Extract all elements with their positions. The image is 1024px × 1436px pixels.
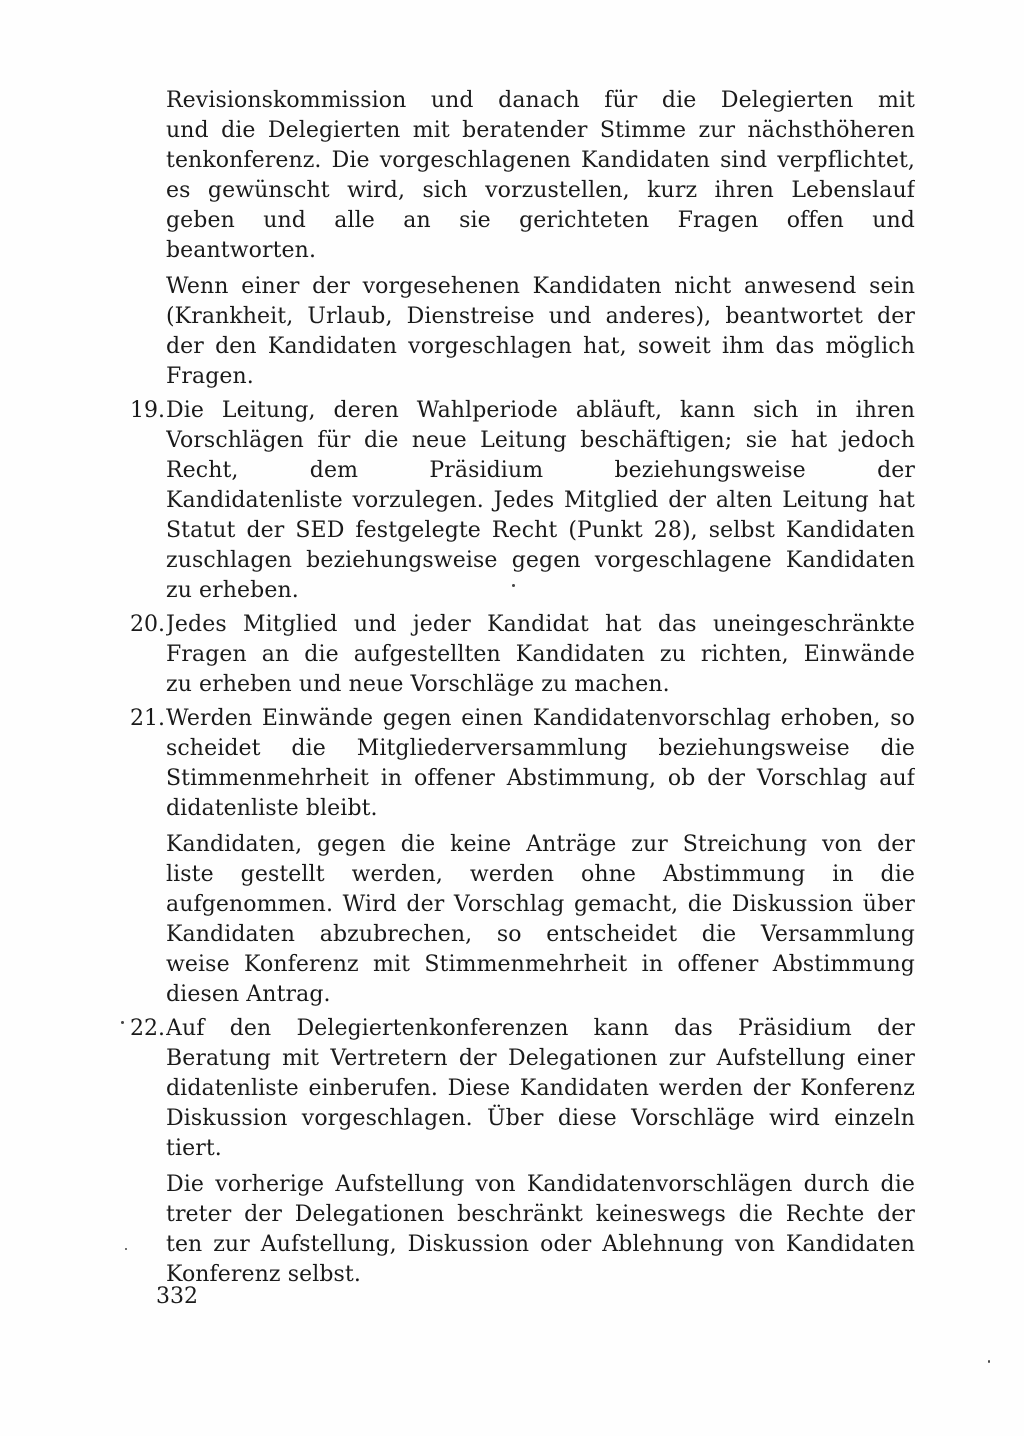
text-line: Die Leitung, deren Wahlperiode abläuft, kann sich in ihren [166, 398, 915, 423]
scan-speck [121, 1021, 124, 1024]
text-line: Diskussion vorgeschlagen. Über diese Vorschläge wird einzeln [166, 1106, 915, 1131]
text-line: der den Kandidaten vorgeschlagen hat, soweit ihm das möglich [166, 334, 915, 359]
item-number: 22. [130, 1016, 165, 1041]
text-line: Revisionskommission und danach für die Delegierten mit [166, 88, 915, 113]
text-line: Werden Einwände gegen einen Kandidatenvorschlag erhoben, so [166, 706, 915, 731]
text-line: liste gestellt werden, werden ohne Abstimmung in die [166, 862, 915, 887]
text-line: didatenliste einberufen. Diese Kandidaten werden der Konferenz [166, 1076, 915, 1101]
text-line: Kandidaten, gegen die keine Anträge zur Streichung von der [166, 832, 915, 857]
text-line: zu erheben und neue Vorschläge zu machen. [166, 672, 670, 697]
text-line: zuschlagen beziehungsweise gegen vorgeschlagene Kandidaten [166, 548, 915, 573]
text-line: Die vorherige Aufstellung von Kandidatenvorschlägen durch die [166, 1172, 915, 1197]
text-line: Statut der SED festgelegte Recht (Punkt 28), selbst Kandidaten [166, 518, 915, 543]
text-line: Stimmenmehrheit in offener Abstimmung, ob der Vorschlag auf [166, 766, 915, 791]
scan-speck [512, 584, 515, 587]
text-line: Auf den Delegiertenkonferenzen kann das Präsidium der [166, 1016, 915, 1041]
text-line: beantworten. [166, 238, 317, 263]
text-line: ten zur Aufstellung, Diskussion oder Ablehnung von Kandidaten [166, 1232, 915, 1257]
text-line: didatenliste bleibt. [166, 796, 378, 821]
text-line: Kandidatenliste vorzulegen. Jedes Mitglied der alten Leitung hat [166, 488, 915, 513]
page-number: 332 [156, 1284, 198, 1309]
text-line: weise Konferenz mit Stimmenmehrheit in offener Abstimmung [166, 952, 915, 977]
text-line: und die Delegierten mit beratender Stimme zur nächsthöheren [166, 118, 915, 143]
text-line: Beratung mit Vertretern der Delegationen zur Aufstellung einer [166, 1046, 915, 1071]
item-number: 19. [130, 398, 165, 423]
scan-speck [988, 1360, 990, 1363]
text-line: geben und alle an sie gerichteten Fragen offen und [166, 208, 915, 233]
text-line: treter der Delegationen beschränkt keineswegs die Rechte der [166, 1202, 915, 1227]
text-line: Vorschlägen für die neue Leitung beschäftigen; sie hat jedoch [166, 428, 915, 453]
text-line: Kandidaten abzubrechen, so entscheidet die Versammlung [166, 922, 915, 947]
text-line: es gewünscht wird, sich vorzustellen, kurz ihren Lebenslauf [166, 178, 915, 203]
text-line: Fragen an die aufgestellten Kandidaten zu richten, Einwände [166, 642, 915, 667]
text-line: tenkonferenz. Die vorgeschlagenen Kandidaten sind verpflichtet, [166, 148, 915, 173]
text-line: Wenn einer der vorgesehenen Kandidaten nicht anwesend sein [166, 274, 915, 299]
text-line: Fragen. [166, 364, 254, 389]
item-number: 21. [130, 706, 165, 731]
text-line: zu erheben. [166, 578, 299, 603]
text-line: aufgenommen. Wird der Vorschlag gemacht, die Diskussion über [166, 892, 915, 917]
text-line: Jedes Mitglied und jeder Kandidat hat das uneingeschränkte [166, 612, 915, 637]
scan-speck [125, 1248, 127, 1250]
text-line: Konferenz selbst. [166, 1262, 361, 1287]
text-line: diesen Antrag. [166, 982, 331, 1007]
text-line: Recht, dem Präsidium beziehungsweise der [166, 458, 915, 483]
text-line: (Krankheit, Urlaub, Dienstreise und anderes), beantwortet der [166, 304, 915, 329]
item-number: 20. [130, 612, 165, 637]
text-line: scheidet die Mitgliederversammlung beziehungsweise die [166, 736, 915, 761]
text-line: tiert. [166, 1136, 222, 1161]
